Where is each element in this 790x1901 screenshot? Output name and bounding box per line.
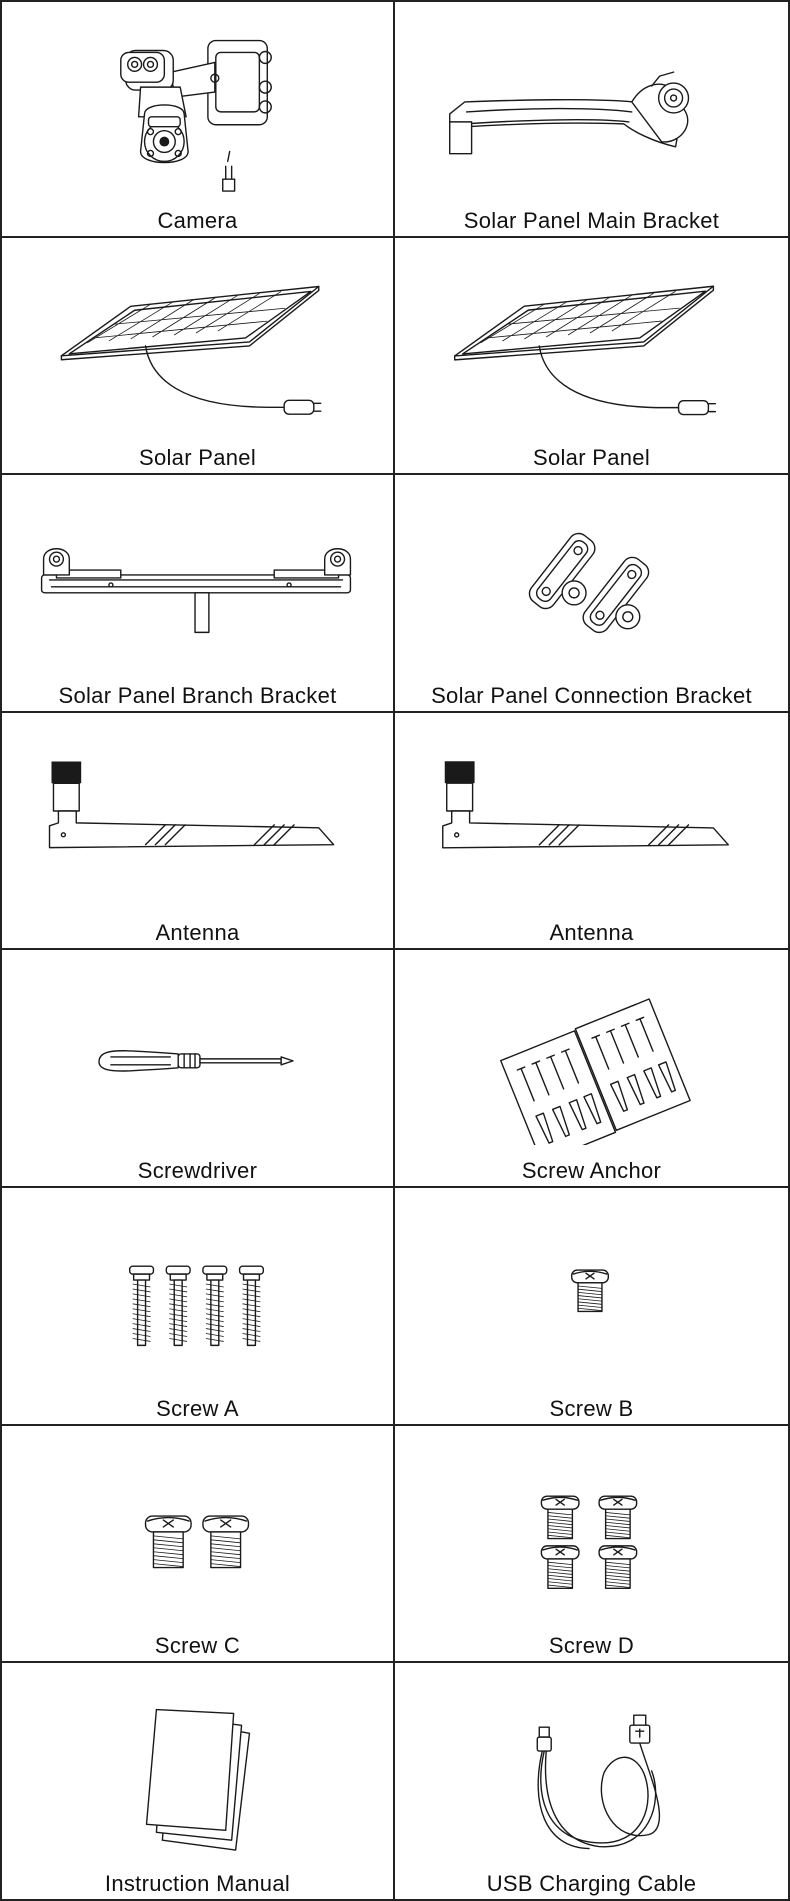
item-screw-c xyxy=(0,1426,395,1664)
item-label: Screw A xyxy=(156,1395,239,1421)
solar-panel-icon xyxy=(395,238,788,433)
item-label: USB Charging Cable xyxy=(486,1870,697,1896)
item-label: Solar Panel Connection Bracket xyxy=(431,682,752,708)
item-label: Solar Panel xyxy=(138,445,257,471)
screw-b-icon xyxy=(395,1188,788,1383)
item-label: Screw B xyxy=(549,1395,634,1421)
screw-c-icon xyxy=(2,1426,393,1621)
item-label: Solar Panel xyxy=(532,445,651,471)
item-screw-d xyxy=(395,1426,790,1664)
item-label: Camera xyxy=(157,207,238,233)
item-label: Antenna xyxy=(155,920,240,946)
item-label: Antenna xyxy=(549,920,634,946)
item-label: Instruction Manual xyxy=(104,1870,291,1896)
item-screw-anchor xyxy=(395,950,790,1188)
item-antenna-2 xyxy=(395,713,790,951)
item-label: Solar Panel Main Bracket xyxy=(463,207,720,233)
antenna-icon xyxy=(395,713,788,908)
usb-cable-icon xyxy=(395,1663,788,1858)
item-solar-panel-1 xyxy=(0,238,395,476)
item-branch-bracket xyxy=(0,475,395,713)
item-camera xyxy=(0,0,395,238)
item-usb-cable xyxy=(395,1663,790,1901)
item-label: Solar Panel Branch Bracket xyxy=(58,682,337,708)
item-label: Screwdriver xyxy=(137,1157,258,1183)
item-instruction-manual xyxy=(0,1663,395,1901)
item-antenna-1 xyxy=(0,713,395,951)
main-bracket-icon xyxy=(395,2,788,197)
item-label: Screw Anchor xyxy=(521,1157,662,1183)
antenna-icon xyxy=(2,713,393,908)
item-label: Screw D xyxy=(548,1633,635,1659)
screw-d-icon xyxy=(395,1426,788,1621)
screwdriver-icon xyxy=(2,950,393,1145)
item-screw-a xyxy=(0,1188,395,1426)
item-label: Screw C xyxy=(154,1633,241,1659)
item-screw-b xyxy=(395,1188,790,1426)
screw-anchor-icon xyxy=(395,950,788,1145)
branch-bracket-icon xyxy=(2,475,393,670)
manual-icon xyxy=(2,1663,393,1858)
item-main-bracket xyxy=(395,0,790,238)
item-solar-panel-2 xyxy=(395,238,790,476)
item-connection-bracket xyxy=(395,475,790,713)
camera-icon xyxy=(2,2,393,197)
item-screwdriver xyxy=(0,950,395,1188)
solar-panel-icon xyxy=(2,238,393,433)
screw-a-icon xyxy=(2,1188,393,1383)
connection-bracket-icon xyxy=(395,475,788,670)
